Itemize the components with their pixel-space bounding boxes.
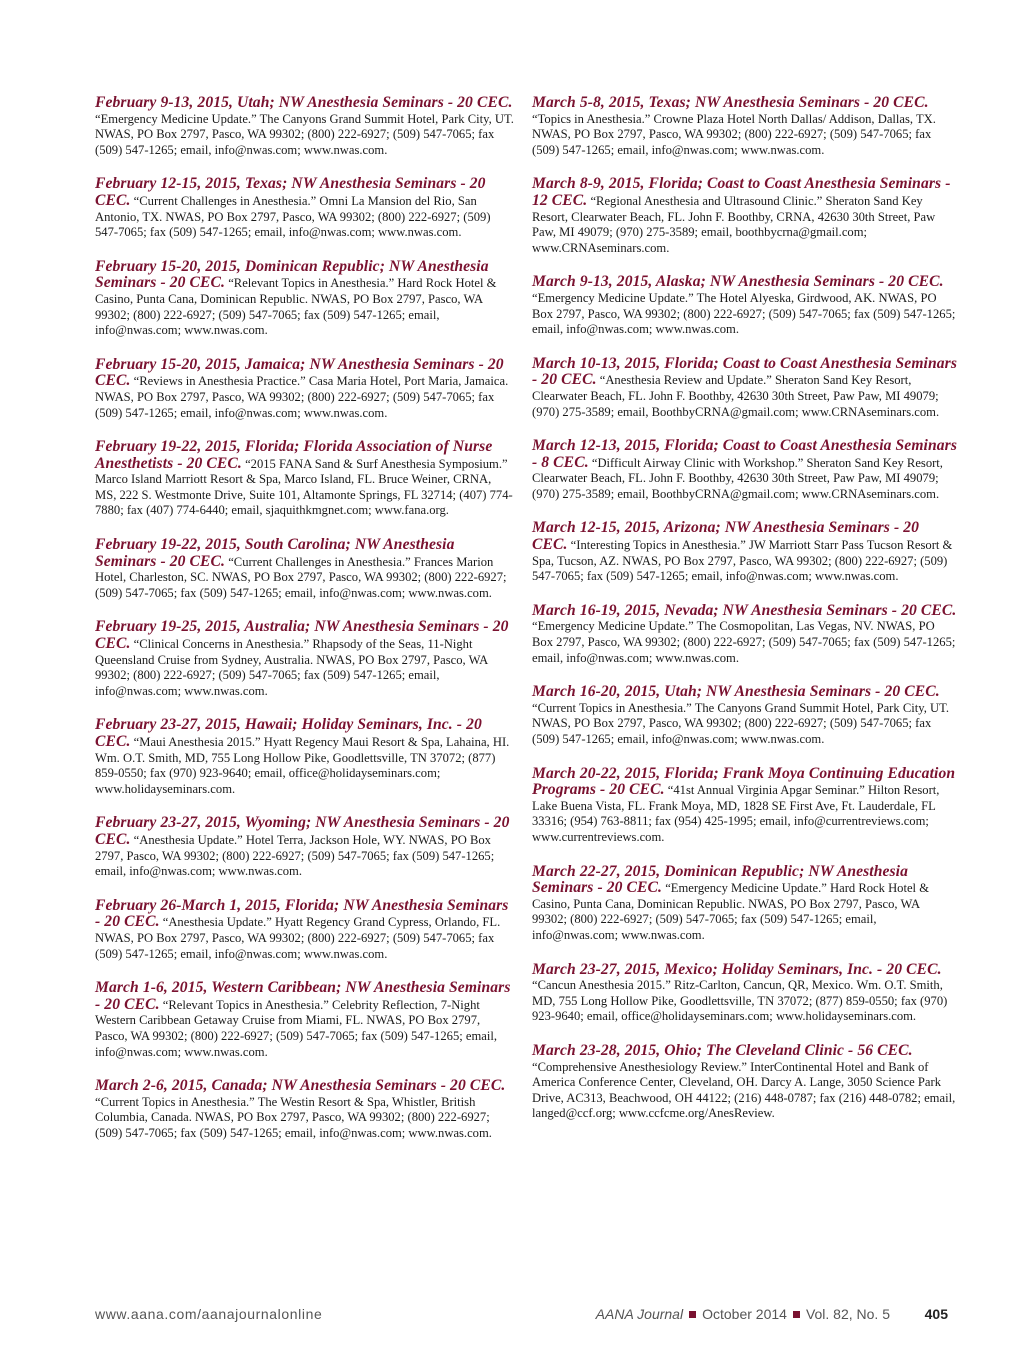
square-bullet-icon [689,1311,696,1318]
footer-journal-info [596,1306,890,1322]
meeting-entry [532,274,957,337]
meeting-heading: February 15-20, 2015, Jamaica; NW Anesthesia Seminars - 20 CEC. [95,355,504,390]
meeting-entry [95,357,515,421]
meeting-heading: March 1-6, 2015, Western Caribbean; NW Anesthesia Seminars - 20 CEC. [95,979,511,1013]
meeting-details: “Emergency Medicine Update.” Hard Rock Hotel & Casino, Punta Cana, Dominican Republic. NWAS, PO Box 2797, Pasco, WA 99302; (800) 222-6927; (509) 547-7065; fax (509) 547-1265; email, info@nwas.com; www.nwas.com. [532,881,929,942]
footer-url[interactable]: www.aana.com/aanajournalonline [95,1306,323,1322]
meeting-entry [95,619,515,699]
meeting-heading: February 26-March 1, 2015, Florida; NW Anesthesia Seminars - 20 CEC. [95,896,509,931]
meeting-details: “Difficult Airway Clinic with Workshop.” Sheraton Sand Key Resort, Clearwater Beach, FL. John F. Boothby, 42630 30th Street, Paw Paw, MI 49079; (970) 275-3589; email, BoothbyCRNA@gmail.com; www.CRNAseminars.com. [532,455,943,501]
meeting-entry [532,962,957,1025]
meeting-entry [532,603,957,666]
meeting-details: “Topics in Anesthesia.” Crowne Plaza Hotel North Dallas/ Addison, Dallas, TX. NWAS, PO Box 2797, Pasco, WA 99302; (800) 222-6927; (509) 547-7065; fax (509) 547-1265; email, info@nwas.com; www.nwas.com. [532,111,936,157]
meeting-details: “Cancun Anesthesia 2015.” Ritz-Carlton, Cancun, QR, Mexico. Wm. O.T. Smith, MD, 755 Long Hollow Pike, Goodlettsville, TN 37072; (877) 859-0550; fax (970) 923-9640; email, office@holidayseminars.com; www.holidayseminars.com. [532,978,948,1024]
meeting-entry [532,95,957,158]
meeting-entry [532,1043,957,1122]
meeting-entry [95,537,515,601]
meeting-entry [95,439,515,519]
meeting-entry [532,766,957,846]
meeting-entry [532,684,957,747]
meeting-details: “Comprehensive Anesthesiology Review.” InterContinental Hotel and Bank of America Conference Center, Cleveland, OH. Darcy A. Lange, 3050 Science Park Drive, AC313, Beachwood, OH 44122; (216) 448-0787; fax (216) 448-0782; email, langed@ccf.org; www.ccfcme.org/AnesReview. [532,1059,956,1121]
meeting-heading: February 15-20, 2015, Dominican Republic; NW Anesthesia Seminars - 20 CEC. [95,257,489,292]
meeting-details: “41st Annual Virginia Apgar Seminar.” Hilton Resort, Lake Buena Vista, FL. Frank Moya, MD, 1828 SE First Ave, Ft. Lauderdale, FL 33316; (954) 763-8811; fax (954) 425-1995; email, info@currentreviews.com; www.currentreviews.com. [532,783,940,844]
meeting-details: “Anesthesia Review and Update.” Sheraton Sand Key Resort, Clearwater Beach, FL. John F. Boothby, 42630 30th Street, Paw Paw, MI 49079; (970) 275-3589; email, BoothbyCRNA@gmail.com; www.CRNAseminars.com. [532,373,940,419]
meeting-details: “Emergency Medicine Update.” The Canyons Grand Summit Hotel, Park City, UT. NWAS, PO Box 2797, Pasco, WA 99302; (800) 222-6927; (509) 547-7065; fax (509) 547-1265; email, info@nwas.com; www.nwas.com. [95,111,514,157]
meeting-details: “Interesting Topics in Anesthesia.” JW Marriott Starr Pass Tucson Resort & Spa, Tucson, AZ. NWAS, PO Box 2797, Pasco, WA 99302; (800) 222-6927; (509) 547-7065; fax (509) 547-1265; email, info@nwas.com; www.nwas.com. [532,538,953,584]
meeting-details: “Emergency Medicine Update.” The Cosmopolitan, Las Vegas, NV. NWAS, PO Box 2797, Pasco, WA 99302; (800) 222-6927; (509) 547-7065; fax (509) 547-1265; email, info@nwas.com; www.nwas.com. [532,619,956,665]
meeting-details: “Anesthesia Update.” Hotel Terra, Jackson Hole, WY. NWAS, PO Box 2797, Pasco, WA 99302; (800) 222-6927; (509) 547-7065; fax (509) 547-1265; email, info@nwas.com; www.nwas.com. [95,832,495,879]
meeting-heading: March 5-8, 2015, Texas; NW Anesthesia Seminars - 20 CEC. [532,94,929,111]
meeting-heading: March 12-15, 2015, Arizona; NW Anesthesia Seminars - 20 CEC. [532,519,920,554]
meeting-details: “Regional Anesthesia and Ultrasound Clinic.” Sheraton Sand Key Resort, Clearwater Beach, FL. John F. Boothby, CRNA, 42630 30th Street, Paw Paw, MI 49079; (970) 275-3589; email, boothbycrna@gmail.com; www.CRNAseminars.com. [532,193,936,255]
issue-month: October 2014 [702,1306,787,1322]
meeting-entry [95,1078,515,1141]
meeting-entry [95,898,515,962]
meeting-entry [532,176,957,256]
meeting-entry [532,356,957,420]
meeting-details: “Current Topics in Anesthesia.” The Canyons Grand Summit Hotel, Park City, UT. NWAS, PO Box 2797, Pasco, WA 99302; (800) 222-6927; (509) 547-7065; fax (509) 547-1265; email, info@nwas.com; www.nwas.com. [532,700,949,746]
meeting-entry [532,438,957,502]
right-column [532,95,957,1140]
meeting-entry [95,717,515,797]
meeting-details: “2015 FANA Sand & Surf Anesthesia Symposium.” Marco Island Marriott Resort & Spa, Marco Island, FL. Bruce Weiner, CRNA, MS, 222 S. Westmonte Drive, Suite 101, Altamonte Springs, FL 32714; (407) 774-7880; fax (407) 774-6440; email, sjaquithkmgnet.com; www.fana.org. [95,456,513,518]
meeting-heading: March 20-22, 2015, Florida; Frank Moya Continuing Education Programs - 20 CEC. [532,764,956,799]
page-number: 405 [924,1306,948,1322]
meeting-heading: February 9-13, 2015, Utah; NW Anesthesia Seminars - 20 CEC. [95,94,513,111]
meeting-heading: March 16-19, 2015, Nevada; NW Anesthesia Seminars - 20 CEC. [532,601,957,619]
meeting-details: “Current Challenges in Anesthesia.” Omni La Mansion del Rio, San Antonio, TX. NWAS, PO Box 2797, Pasco, WA 99302; (800) 222-6927; (509) 547-7065; fax (509) 547-1265; email, info@nwas.com; www.nwas.com. [95,193,491,240]
meeting-heading: February 23-27, 2015, Hawaii; Holiday Seminars, Inc. - 20 CEC. [95,716,482,750]
meeting-heading: March 10-13, 2015, Florida; Coast to Coast Anesthesia Seminars - 20 CEC. [532,354,957,389]
meeting-entry [95,815,515,879]
volume-info: Vol. 82, No. 5 [805,1306,890,1322]
meeting-details: “Reviews in Anesthesia Practice.” Casa Maria Hotel, Port Maria, Jamaica. NWAS, PO Box 2797, Pasco, WA 99302; (800) 222-6927; (509) 547-7065; fax (509) 547-1265; email, info@nwas.com; www.nwas.com. [95,374,509,420]
meeting-heading: February 19-22, 2015, Florida; Florida Association of Nurse Anesthetists - 20 CEC. [95,438,493,472]
meeting-entry [95,176,515,240]
meeting-heading: March 2-6, 2015, Canada; NW Anesthesia Seminars - 20 CEC. [95,1077,506,1095]
meeting-heading: February 23-27, 2015, Wyoming; NW Anesthesia Seminars - 20 CEC. [95,814,510,848]
meeting-heading: February 19-22, 2015, South Carolina; NW Anesthesia Seminars - 20 CEC. [95,536,455,570]
page-footer [95,1306,948,1328]
meeting-details: “Maui Anesthesia 2015.” Hyatt Regency Maui Resort & Spa, Lahaina, HI. Wm. O.T. Smith, MD, 755 Long Hollow Pike, Goodlettsville, TN 37072; (877) 859-0550; fax (970) 923-9640; email, office@holidayseminars.com; www.holidayseminars.com. [95,735,510,796]
meeting-entry [95,259,515,339]
meeting-heading: March 8-9, 2015, Florida; Coast to Coast Anesthesia Seminars - 12 CEC. [532,175,951,209]
meeting-heading: March 23-28, 2015, Ohio; The Cleveland Clinic - 56 CEC. [532,1041,913,1059]
meeting-heading: March 22-27, 2015, Dominican Republic; NW Anesthesia Seminars - 20 CEC. [532,862,909,897]
meeting-entry [95,980,515,1060]
meeting-details: “Relevant Topics in Anesthesia.” Hard Rock Hotel & Casino, Punta Cana, Dominican Republic. NWAS, PO Box 2797, Pasco, WA 99302; (800) 222-6927; (509) 547-7065; fax (509) 547-1265; email, info@nwas.com; www.nwas.com. [95,276,497,338]
meeting-heading: March 12-13, 2015, Florida; Coast to Coast Anesthesia Seminars - 8 CEC. [532,437,957,471]
meeting-heading: February 12-15, 2015, Texas; NW Anesthesia Seminars - 20 CEC. [95,175,486,209]
left-column [95,95,515,1159]
square-bullet-icon [793,1311,800,1318]
meeting-heading: March 23-27, 2015, Mexico; Holiday Seminars, Inc. - 20 CEC. [532,960,942,978]
meeting-entry [532,864,957,944]
meeting-details: “Relevant Topics in Anesthesia.” Celebrity Reflection, 7-Night Western Caribbean Getaway Cruise from Miami, FL. NWAS, PO Box 2797, Pasco, WA 99302; (800) 222-6927; (509) 547-7065; fax (509) 547-1265; email, info@nwas.com; www.nwas.com. [95,997,498,1059]
meeting-details: “Clinical Concerns in Anesthesia.” Rhapsody of the Seas, 11-Night Queensland Cruise from Sydney, Australia. NWAS, PO Box 2797, Pasco, WA 99302; (800) 222-6927; (509) 547-7065; fax (509) 547-1265; email, info@nwas.com; www.nwas.com. [95,637,488,698]
meeting-heading: March 16-20, 2015, Utah; NW Anesthesia Seminars - 20 CEC. [532,683,940,701]
journal-name: AANA Journal [595,1306,684,1322]
meeting-entry [95,95,515,158]
meeting-heading: March 9-13, 2015, Alaska; NW Anesthesia Seminars - 20 CEC. [532,273,944,291]
meeting-heading: February 19-25, 2015, Australia; NW Anesthesia Seminars - 20 CEC. [95,618,509,653]
meeting-details: “Current Topics in Anesthesia.” The Westin Resort & Spa, Whistler, British Columbia, Canada. NWAS, PO Box 2797, Pasco, WA 99302; (800) 222-6927; (509) 547-7065; fax (509) 547-1265; email, info@nwas.com; www.nwas.com. [95,1094,492,1140]
meeting-details: “Current Challenges in Anesthesia.” Frances Marion Hotel, Charleston, SC. NWAS, PO Box 2797, Pasco, WA 99302; (800) 222-6927; (509) 547-7065; fax (509) 547-1265; email, info@nwas.com; www.nwas.com. [95,554,507,600]
meeting-details: “Emergency Medicine Update.” The Hotel Alyeska, Girdwood, AK. NWAS, PO Box 2797, Pasco, WA 99302; (800) 222-6927; (509) 547-7065; fax (509) 547-1265; email, info@nwas.com; www.nwas.com. [532,290,956,337]
meeting-entry [532,520,957,584]
meeting-details: “Anesthesia Update.” Hyatt Regency Grand Cypress, Orlando, FL. NWAS, PO Box 2797, Pasco, WA 99302; (800) 222-6927; (509) 547-7065; fax (509) 547-1265; email, info@nwas.com; www.nwas.com. [95,915,501,961]
